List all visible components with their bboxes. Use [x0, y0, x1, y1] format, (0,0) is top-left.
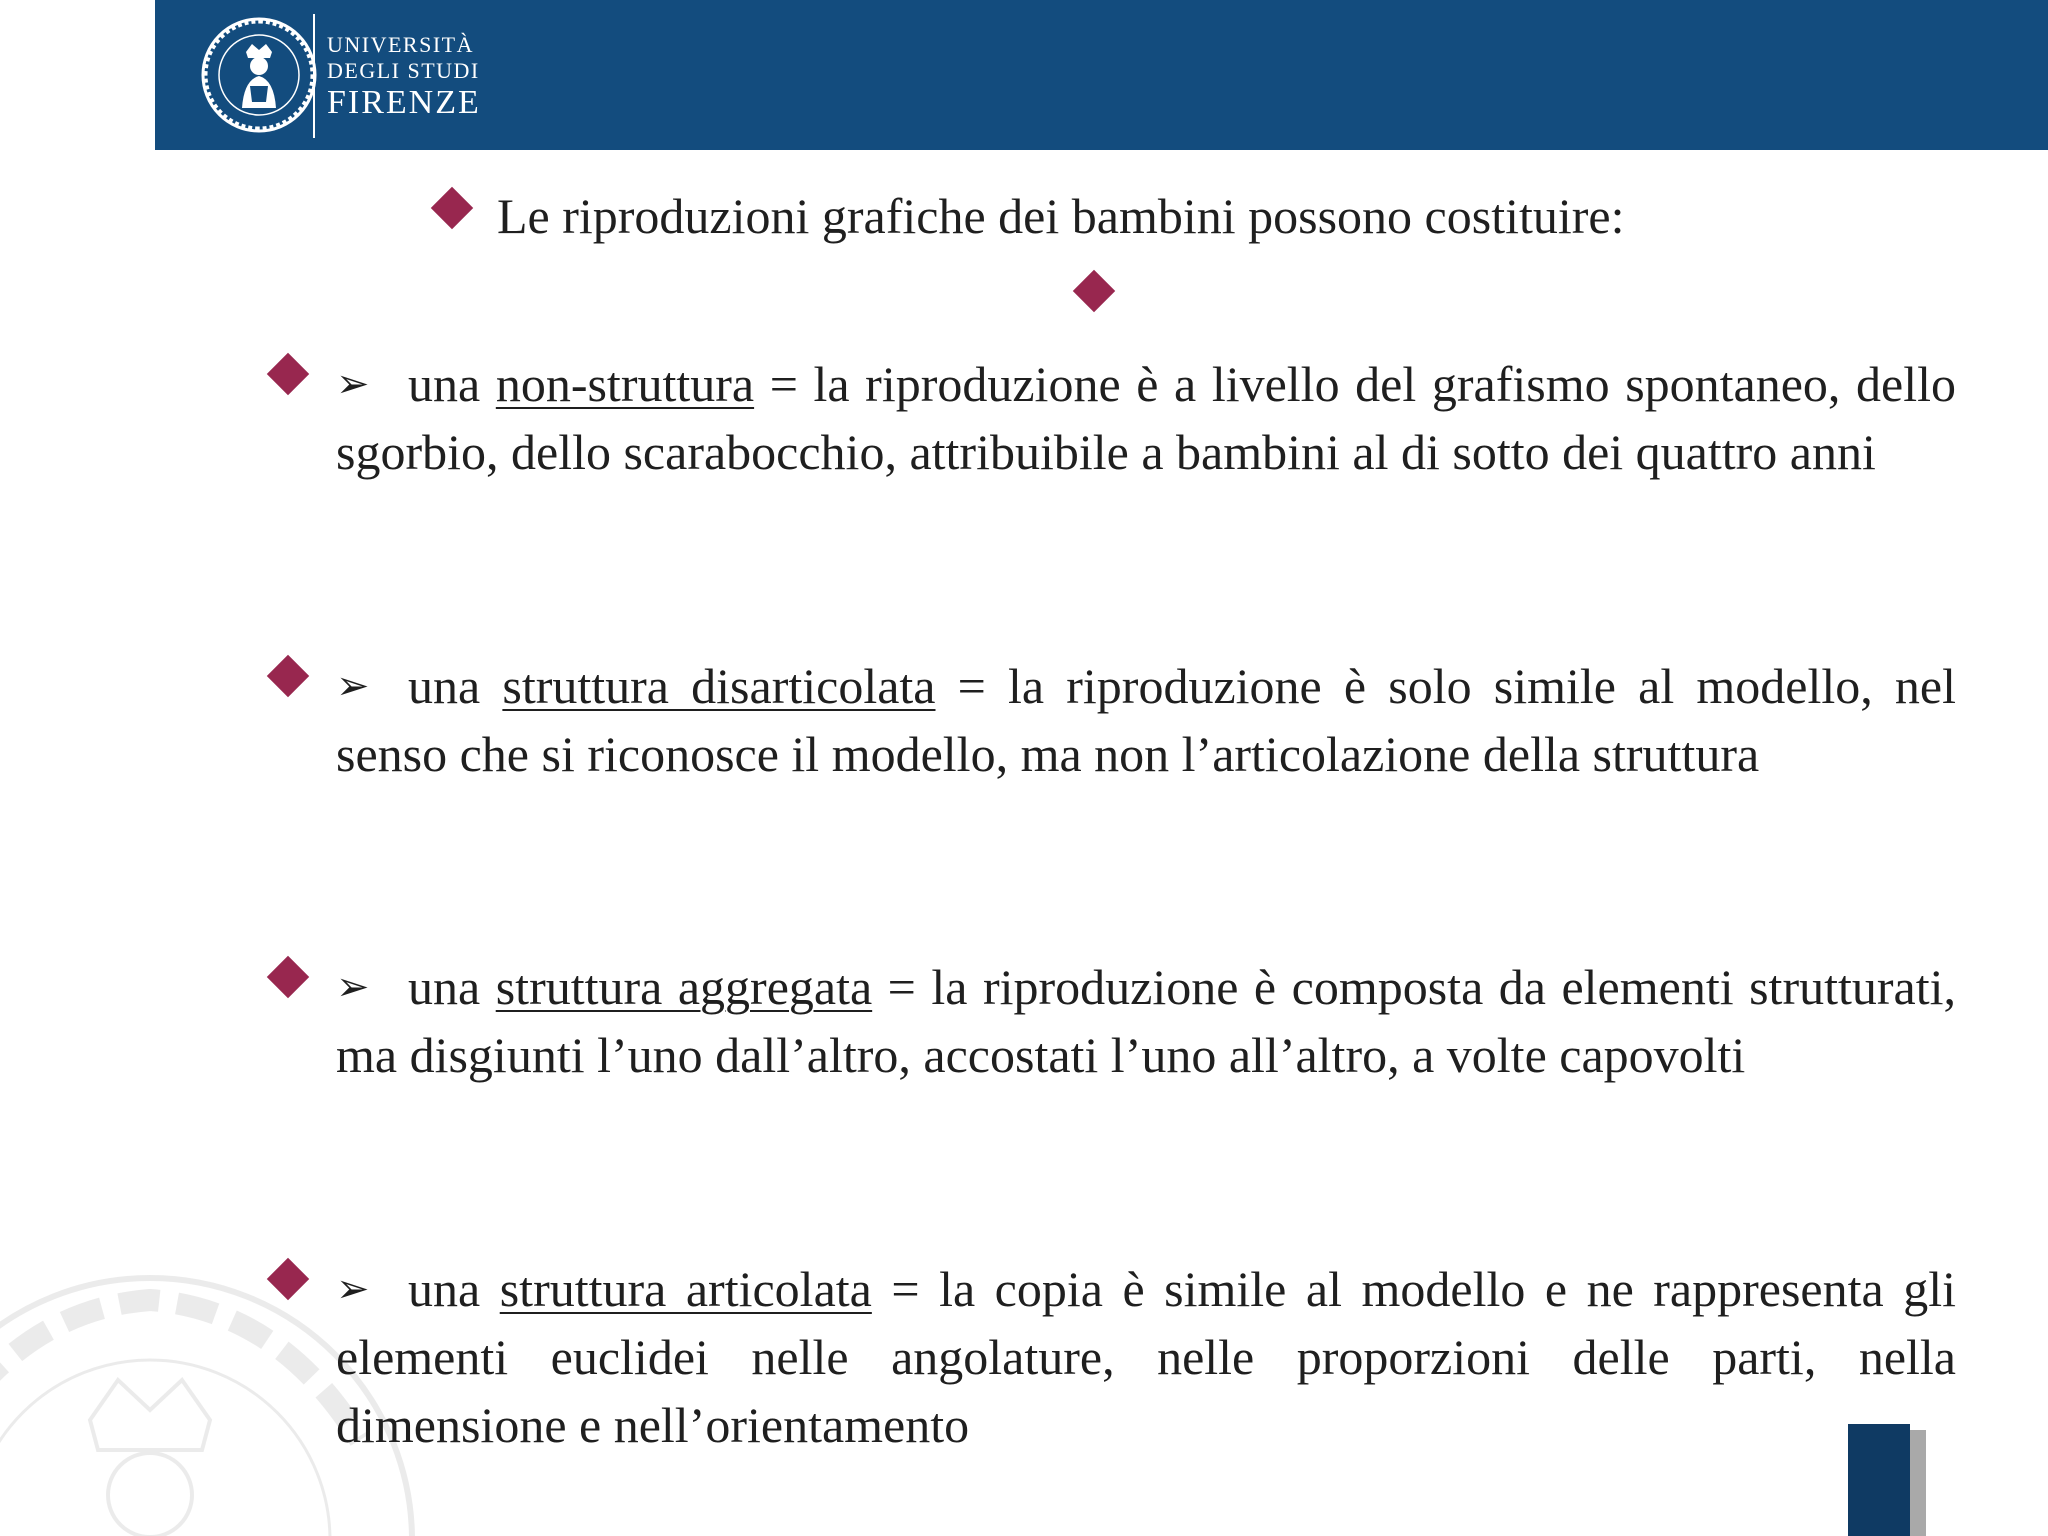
list-item: [336, 350, 1956, 486]
logo-line-3: FIRENZE: [327, 84, 481, 121]
diamond-icon: [1073, 270, 1115, 312]
arrowhead-icon: ➢: [336, 964, 370, 1010]
list-item: [336, 953, 1956, 1089]
corner-block-dark: [1848, 1424, 1910, 1536]
item-lead: una: [408, 658, 481, 714]
item-term: non-struttura: [495, 356, 755, 412]
item-text: = la riproduzione è solo simile al modello, nel senso che si riconosce il modello, ma non l’articolazione della struttura: [336, 658, 1957, 782]
arrowhead-icon: ➢: [336, 361, 370, 407]
university-seal-icon: [200, 16, 318, 134]
item-term: struttura disarticolata: [502, 658, 936, 714]
arrowhead-icon: ➢: [336, 1266, 370, 1312]
item-text: = la riproduzione è composta da elementi strutturati, ma disgiunti l’uno dall’altro, accostati l’uno all’altro, a volte capovolti: [336, 959, 1957, 1083]
item-text: = la riproduzione è a livello del grafismo spontaneo, dello sgorbio, dello scarabocchio, attribuibile a bambini al di sotto dei quattro anni: [336, 356, 1956, 480]
item-lead: una: [408, 356, 481, 412]
diamond-icon: [267, 655, 309, 697]
arrowhead-icon: ➢: [336, 663, 370, 709]
diamond-icon: [267, 353, 309, 395]
item-term: struttura aggregata: [495, 959, 873, 1015]
item-text: = la copia è simile al modello e ne rappresenta gli elementi euclidei nelle angolature, nelle proporzioni delle parti, nella dimensione e nell’orientamento: [336, 1261, 1956, 1453]
list-item: [336, 1255, 1956, 1459]
logo-divider: [313, 14, 315, 138]
university-logo-text: [327, 34, 481, 120]
intro-text: Le riproduzioni grafiche dei bambini possono costituire:: [497, 188, 1625, 244]
diamond-icon: [267, 956, 309, 998]
item-lead: una: [408, 959, 481, 1015]
item-term: struttura articolata: [499, 1261, 872, 1317]
diamond-icon: [431, 187, 473, 229]
corner-block-grey: [1910, 1430, 1926, 1536]
list-item: [336, 652, 1956, 788]
item-lead: una: [408, 1261, 481, 1317]
logo-line-1: UNIVERSITÀ: [327, 32, 474, 57]
logo-line-2: DEGLI STUDI: [327, 58, 480, 83]
